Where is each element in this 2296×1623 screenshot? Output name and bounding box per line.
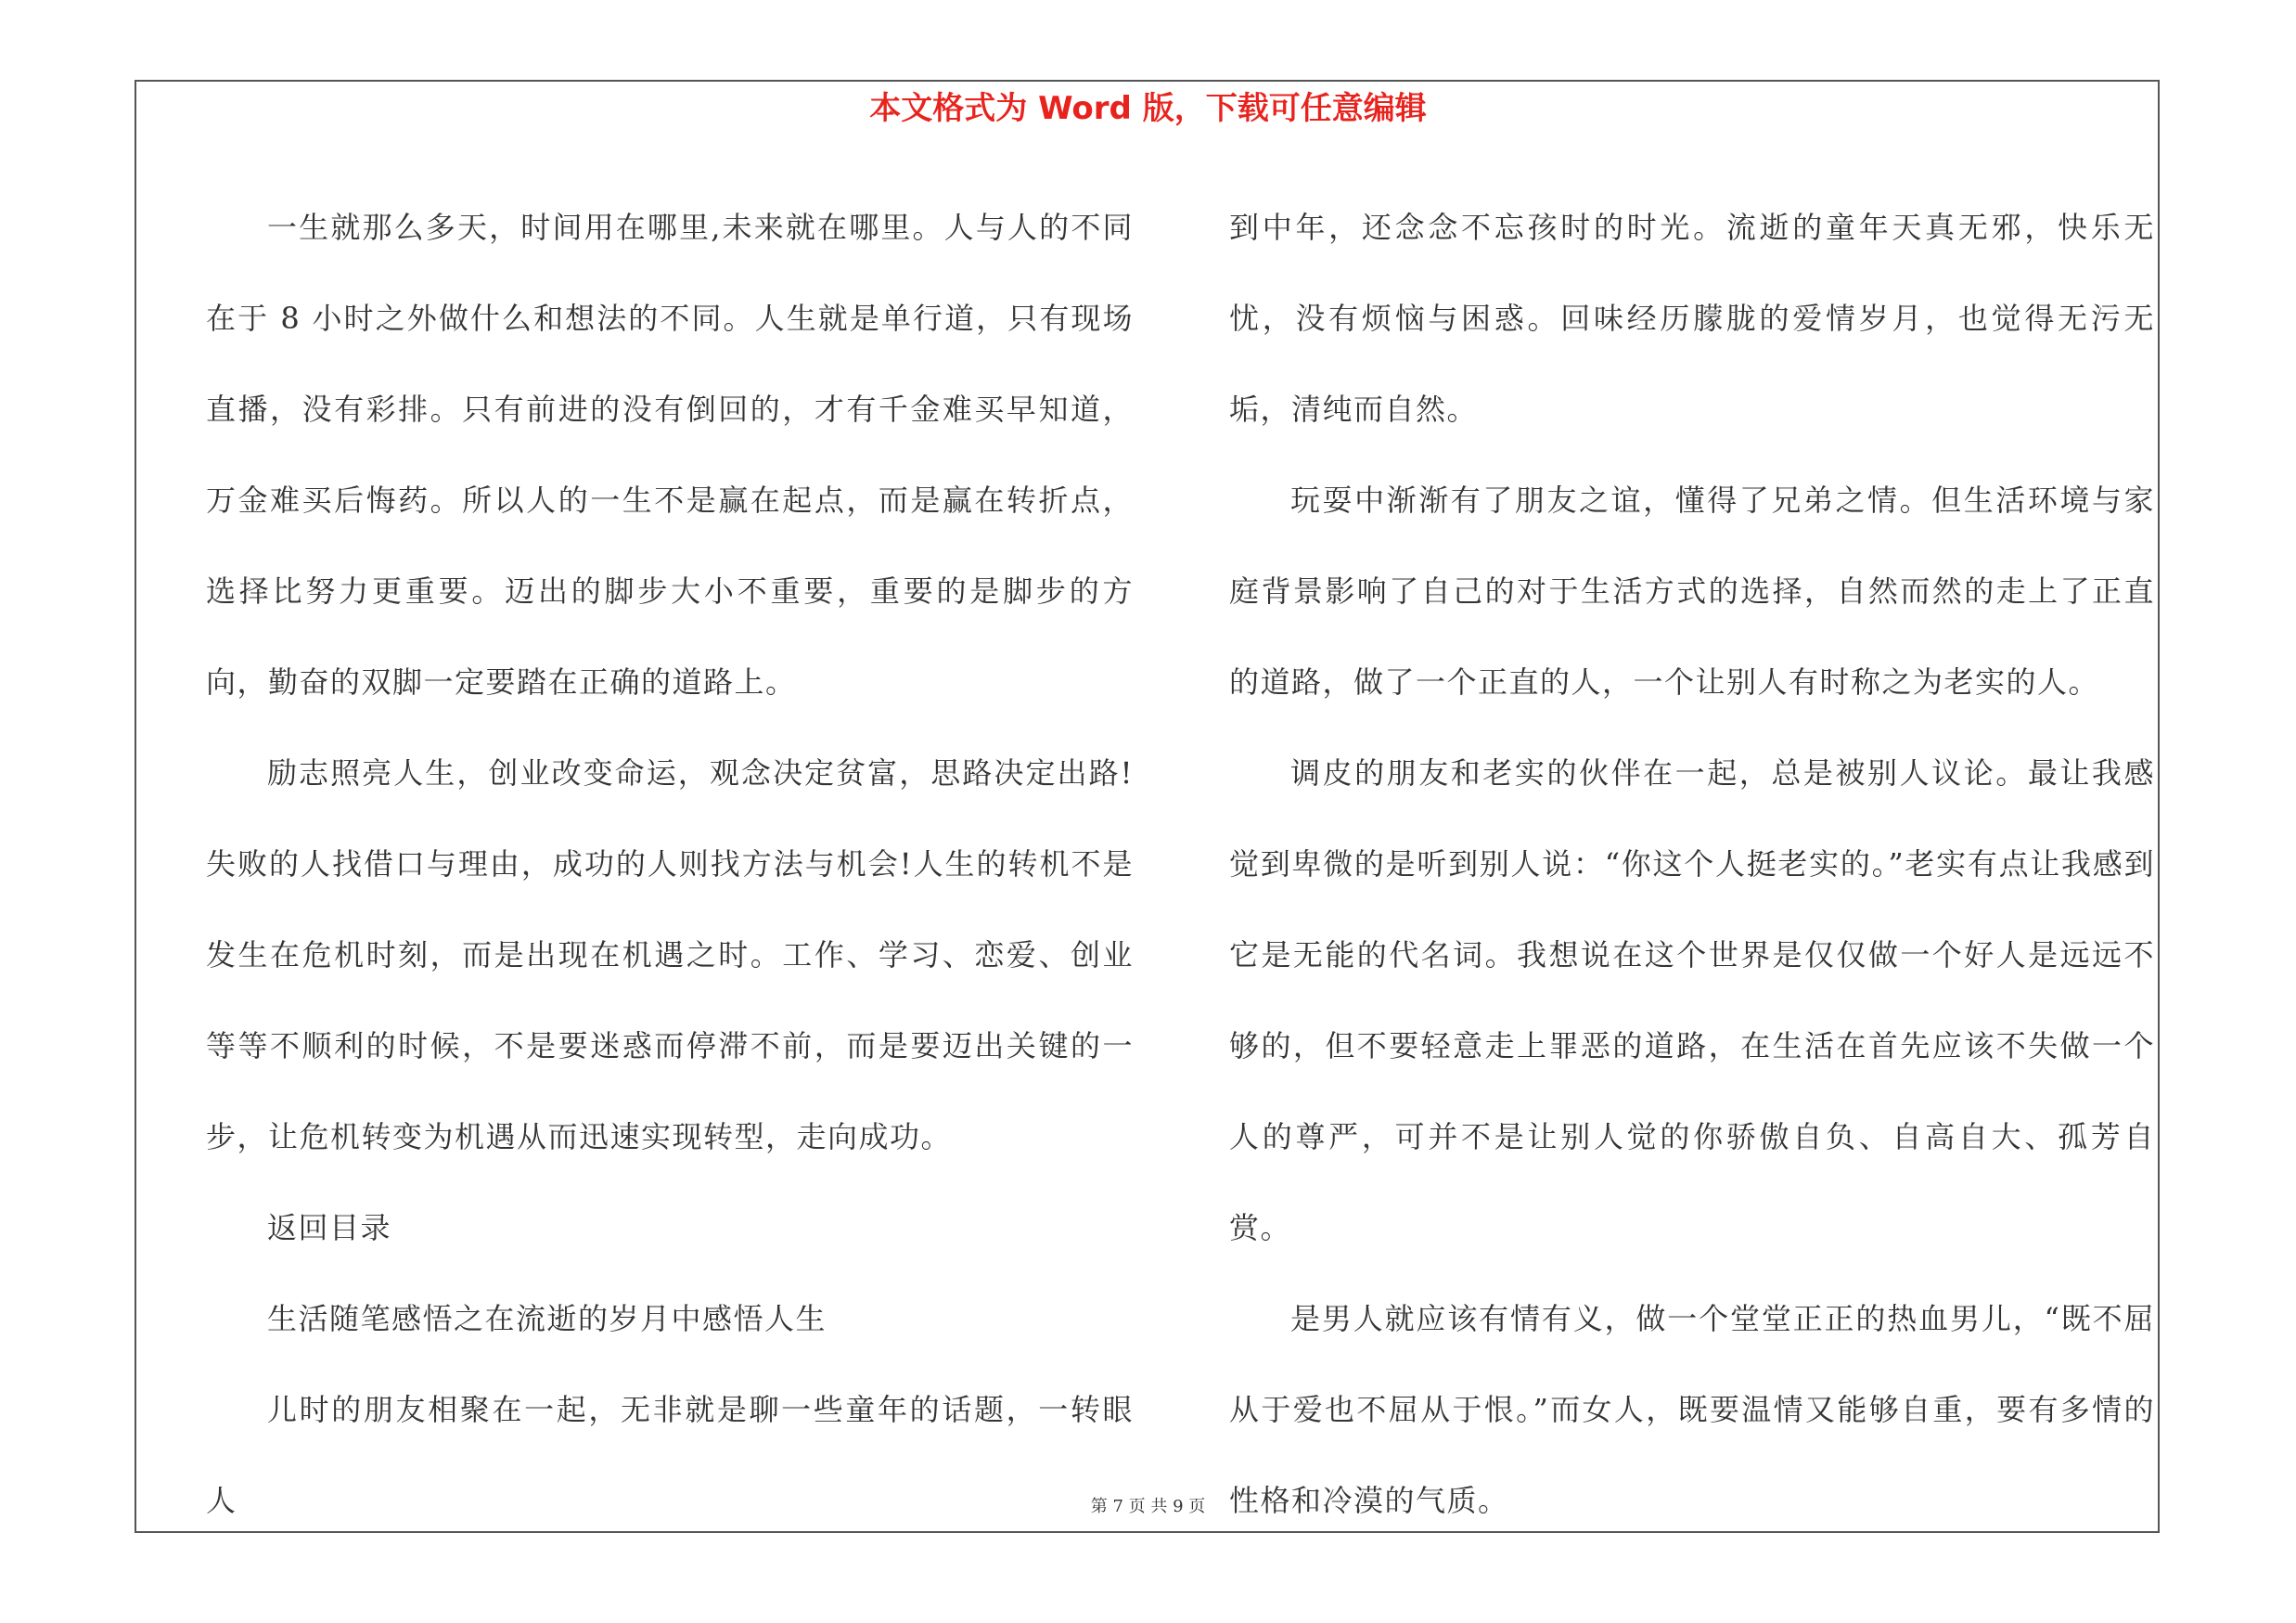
right-column: [1229, 182, 2155, 1546]
document-header-banner: 本文格式为 Word 版，下载可任意编辑: [869, 90, 1427, 127]
paragraph-continuation: 到中年，还念念不忘孩时的时光。流逝的童年天真无邪，快乐无忧，没有烦恼与困惑。回味经历朦胧的爱情岁月，也觉得无污无垢，清纯而自然。: [1229, 210, 2155, 427]
paragraph: 调皮的朋友和老实的伙伴在一起，总是被别人议论。最让我感觉到卑微的是听到别人说：“你这个人挺老实的。”老实有点让我感到它是无能的代名词。我想说在这个世界是仅仅做一个好人是远远不够的，但不要轻意走上罪恶的道路，在生活在首先应该不失做一个人的尊严，可并不是让别人觉的你骄傲自负、自高自大、孤芳自赏。: [1229, 755, 2155, 1245]
paragraph: 励志照亮人生，创业改变命运，观念决定贫富，思路决定出路!失败的人找借口与理由，成功的人则找方法与机会!人生的转机不是发生在危机时刻，而是出现在机遇之时。工作、学习、恋爱、创业等等不顺利的时候，不是要迷惑而停滞不前，而是要迈出关键的一步，让危机转变为机遇从而迅速实现转型，走向成功。: [206, 755, 1134, 1154]
paragraph: 一生就那么多天，时间用在哪里,未来就在哪里。人与人的不同在于 8 小时之外做什么和想法的不同。人生就是单行道，只有现场直播，没有彩排。只有前进的没有倒回的，才有千金难买早知道，万金难买后悔药。所以人的一生不是赢在起点，而是赢在转折点，选择比努力更重要。迈出的脚步大小不重要，重要的是脚步的方向，勤奋的双脚一定要踏在正确的道路上。: [206, 210, 1134, 700]
return-to-toc-link[interactable]: 返回目录: [267, 1210, 392, 1245]
paragraph: 儿时的朋友相聚在一起，无非就是聊一些童年的话题，一转眼人: [206, 1392, 1134, 1518]
paragraph: 是男人就应该有情有义，做一个堂堂正正的热血男儿，“既不屈从于爱也不屈从于恨。”而女人，既要温情又能够自重，要有多情的性格和冷漠的气质。: [1229, 1301, 2155, 1518]
section-title: 生活随笔感悟之在流逝的岁月中感悟人生: [267, 1301, 827, 1336]
left-column: [206, 182, 1134, 1546]
paragraph: 玩耍中渐渐有了朋友之谊，懂得了兄弟之情。但生活环境与家庭背景影响了自己的对于生活方式的选择，自然而然的走上了正直的道路，做了一个正直的人，一个让别人有时称之为老实的人。: [1229, 483, 2155, 700]
page-number-footer: 第 7 页 共 9 页: [1090, 1497, 1206, 1516]
